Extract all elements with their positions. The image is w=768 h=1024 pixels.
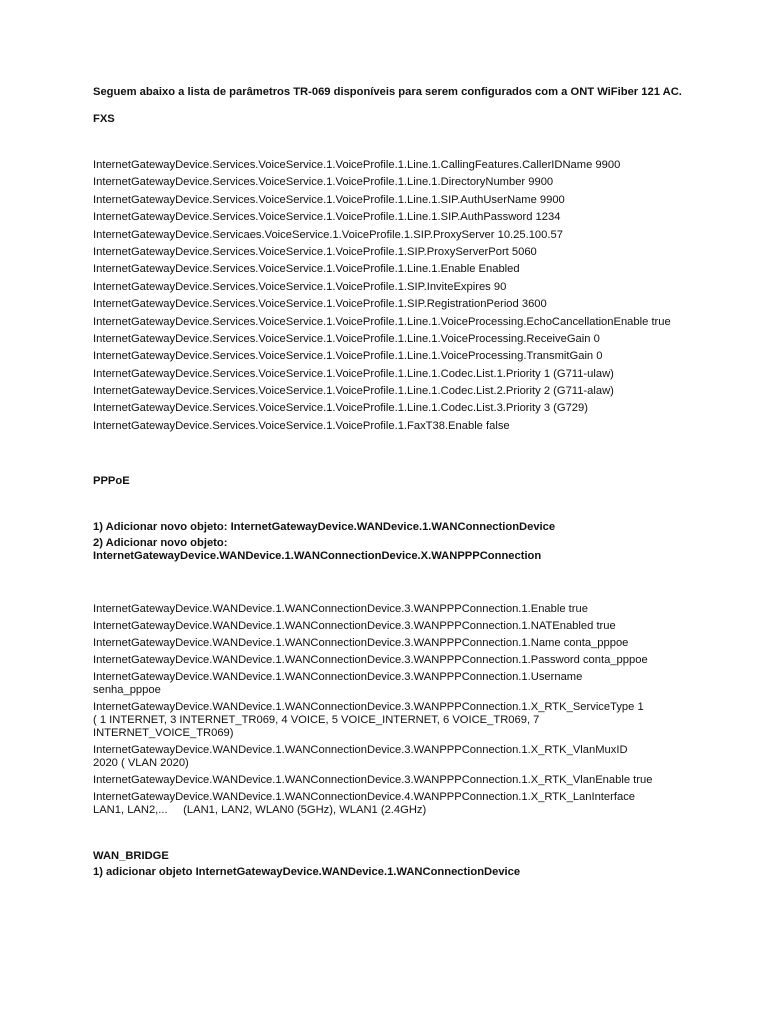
fxs-param-line: InternetGatewayDevice.Services.VoiceService.1.VoiceProfile.1.SIP.InviteExpires 90 — [93, 280, 507, 293]
fxs-param-line: InternetGatewayDevice.Services.VoiceService.1.VoiceProfile.1.Line.1.VoiceProcessing.EchoCancellationEnable true — [93, 315, 671, 328]
pppoe-param-line: InternetGatewayDevice.WANDevice.1.WANConnectionDevice.3.WANPPPConnection.1.Enable true — [93, 602, 588, 615]
fxs-heading: FXS — [93, 113, 115, 125]
fxs-param-line: InternetGatewayDevice.Services.VoiceService.1.VoiceProfile.1.Line.1.VoiceProcessing.TransmitGain 0 — [93, 350, 603, 363]
pppoe-param-line: InternetGatewayDevice.WANDevice.1.WANConnectionDevice.3.WANPPPConnection.1.X_RTK_VlanMuxID 2020 ( VLAN 2020) — [93, 743, 628, 769]
pppoe-param-line: InternetGatewayDevice.WANDevice.1.WANConnectionDevice.3.WANPPPConnection.1.X_RTK_VlanEnable true — [93, 773, 653, 786]
fxs-param-line: InternetGatewayDevice.Services.VoiceService.1.VoiceProfile.1.Line.1.Codec.List.3.Priority 3 (G729) — [93, 402, 588, 415]
pppoe-parameter-list — [93, 603, 683, 817]
fxs-parameter-list — [93, 159, 683, 433]
fxs-param-line: InternetGatewayDevice.Services.VoiceService.1.VoiceProfile.1.Line.1.DirectoryNumber 9900 — [93, 176, 554, 189]
fxs-param-line: InternetGatewayDevice.Services.VoiceService.1.VoiceProfile.1.Line.1.Codec.List.1.Priority 1 (G711-ulaw) — [93, 367, 614, 380]
pppoe-param-line: InternetGatewayDevice.WANDevice.1.WANConnectionDevice.4.WANPPPConnection.1.X_RTK_LanInterface LAN1, LAN2,... (LAN1, LAN2, WLAN0 (5GHz), WLAN1 (2.4GHz) — [93, 790, 636, 816]
fxs-param-line: InternetGatewayDevice.Services.VoiceService.1.VoiceProfile.1.Line.1.CallingFeatures.CallerIDName 9900 — [93, 159, 621, 171]
fxs-param-line: InternetGatewayDevice.Services.VoiceService.1.VoiceProfile.1.SIP.ProxyServerPort 5060 — [93, 245, 537, 258]
pppoe-step: 1) Adicionar novo objeto: InternetGatewayDevice.WANDevice.1.WANConnectionDevice — [93, 520, 556, 533]
fxs-param-line: InternetGatewayDevice.Services.VoiceService.1.VoiceProfile.1.Line.1.VoiceProcessing.ReceiveGain 0 — [93, 332, 600, 345]
wan-bridge-heading: WAN_BRIDGE — [93, 849, 169, 862]
fxs-param-line: InternetGatewayDevice.Services.VoiceService.1.VoiceProfile.1.Line.1.Enable Enabled — [93, 263, 520, 276]
pppoe-param-line: InternetGatewayDevice.WANDevice.1.WANConnectionDevice.3.WANPPPConnection.1.Password conta_pppoe — [93, 653, 648, 666]
fxs-param-line: InternetGatewayDevice.Servicaes.VoiceService.1.VoiceProfile.1.SIP.ProxyServer 10.25.100.57 — [93, 228, 563, 241]
pppoe-heading: PPPoE — [93, 474, 130, 487]
pppoe-step: 2) Adicionar novo objeto: InternetGatewayDevice.WANDevice.1.WANConnectionDevice.X.WANPPPConnection — [93, 536, 542, 562]
wan-bridge-step: 1) adicionar objeto InternetGatewayDevice.WANDevice.1.WANConnectionDevice — [93, 865, 521, 878]
pppoe-param-line: InternetGatewayDevice.WANDevice.1.WANConnectionDevice.3.WANPPPConnection.1.Name conta_pppoe — [93, 636, 629, 649]
wan-bridge-step-list — [93, 866, 683, 879]
pppoe-param-line: InternetGatewayDevice.WANDevice.1.WANConnectionDevice.3.WANPPPConnection.1.X_RTK_ServiceType 1 ( 1 INTERNET, 3 INTERNET_TR069, 4 VOICE, 5 VOICE_INTERNET, 6 VOICE_TR069, 7 INTERNET_VOICE_TR069) — [93, 700, 644, 739]
fxs-param-line: InternetGatewayDevice.Services.VoiceService.1.VoiceProfile.1.Line.1.SIP.AuthPassword 1234 — [93, 211, 561, 224]
fxs-param-line: InternetGatewayDevice.Services.VoiceService.1.VoiceProfile.1.Line.1.Codec.List.2.Priority 2 (G711-alaw) — [93, 385, 614, 398]
pppoe-param-line: InternetGatewayDevice.WANDevice.1.WANConnectionDevice.3.WANPPPConnection.1.NATEnabled true — [93, 619, 616, 632]
pppoe-param-line: InternetGatewayDevice.WANDevice.1.WANConnectionDevice.3.WANPPPConnection.1.Username senha_pppoe — [93, 670, 583, 696]
document-page — [93, 86, 683, 883]
fxs-param-line: InternetGatewayDevice.Services.VoiceService.1.VoiceProfile.1.Line.1.SIP.AuthUserName 9900 — [93, 193, 565, 206]
pppoe-step-list — [93, 521, 683, 563]
fxs-param-line: InternetGatewayDevice.Services.VoiceService.1.VoiceProfile.1.FaxT38.Enable false — [93, 419, 510, 432]
intro-paragraph: Seguem abaixo a lista de parâmetros TR-069 disponíveis para serem configurados com a ONT WiFiber 121 AC. — [93, 86, 682, 98]
fxs-param-line: InternetGatewayDevice.Services.VoiceService.1.VoiceProfile.1.SIP.RegistrationPeriod 3600 — [93, 298, 547, 311]
